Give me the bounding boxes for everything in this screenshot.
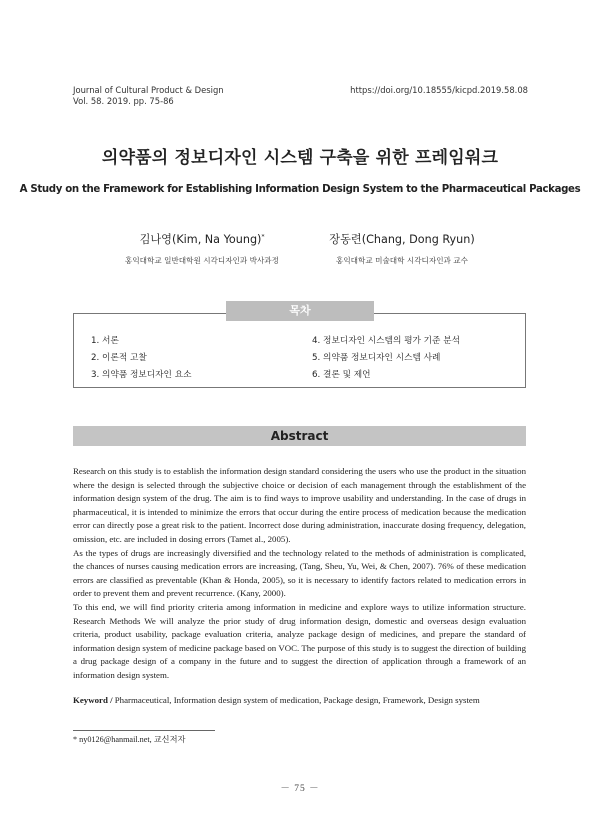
abstract-paragraph: To this end, we will find priority criteria among information in medicine and explore ways to utilize information structure. Research Methods We will analyze the prior study of drug information design, domestic and overseas design evaluation criteria, product usability, package evaluation criteria, analyze package design of medicines, and prepare the standard of information design system of medicine package based on VOC. The purpose of this study is to suggest the direction of building a drug package design of a company in the future and to suggest the direction of application through a framework of an information design system.	[73, 601, 526, 680]
author-1	[92, 231, 312, 266]
author-1-name: 김나영(Kim, Na Young)*	[139, 233, 265, 246]
korean-title: 의약품의 정보디자인 시스템 구축을 위한 프레임워크	[101, 148, 499, 168]
journal-name: Journal of Cultural Product & Design	[73, 85, 224, 95]
footnote-divider	[73, 730, 215, 731]
toc-item: 6. 결론 및 제언	[312, 370, 371, 380]
page-number: － 75 －	[280, 784, 320, 794]
journal-volume: Vol. 58. 2019. pp. 75-86	[73, 96, 174, 106]
toc-item: 2. 이론적 고찰	[91, 353, 147, 363]
toc-item: 3. 의약품 정보디자인 요소	[91, 370, 192, 380]
author-2-name: 장동련(Chang, Dong Ryun)	[329, 233, 475, 246]
journal-info	[73, 85, 224, 107]
toc-item: 5. 의약품 정보디자인 시스템 사례	[312, 353, 441, 363]
toc-right-column	[312, 333, 460, 384]
keyword-label: Keyword /	[73, 695, 113, 705]
abstract-paragraph: Research on this study is to establish the information design standard considering the users who use the product in the situation where the design is selected through the subjective choice or decision of each management through the establishment of the information design system of the drug. The aim is to find ways to improve usability and understanding. In the case of drugs in pharmaceutical, it is intended to minimize the errors that occur during the entire process of medication because the medication error can directly pose a great risk to the patient. Incorrect dose during administration, inaccurate dosing frequency, delegation, omission, etc. are included in dosing errors (Tamet al., 2005).	[73, 466, 526, 544]
keyword-line	[73, 695, 533, 705]
keyword-text: Pharmaceutical, Information design system of medication, Package design, Framework, Design system	[114, 695, 480, 705]
footnote: * ny0126@hanmail.net, 교신저자	[73, 735, 186, 744]
author-2-affiliation: 홍익대학교 미술대학 시각디자인과 교수	[336, 256, 468, 265]
toc-header: 목차	[226, 301, 374, 321]
abstract-body	[73, 465, 526, 683]
abstract-heading: Abstract	[73, 426, 526, 446]
doi-link[interactable]: https://doi.org/10.18555/kicpd.2019.58.08	[350, 85, 528, 95]
author-1-affiliation: 홍익대학교 일반대학원 시각디자인과 박사과정	[125, 256, 279, 265]
toc-item: 1. 서론	[91, 336, 119, 346]
corresponding-mark: *	[261, 233, 265, 241]
english-title: A Study on the Framework for Establishing Information Design System to the Pharmaceutical Packages	[19, 184, 581, 195]
toc-left-column	[91, 333, 192, 384]
author-2	[292, 231, 512, 266]
abstract-paragraph: As the types of drugs are increasingly diversified and the technology related to the methods of administration is complicated, the chances of nurses causing medication errors are increasing, (Tang, Sheu, Yu, Wei, & Chen, 2007). 76% of these medication errors are classified as preventable (Khan & Honda, 2005), so it is necessary to identify factors related to medication errors in order to prevent them and prevent recurrence. (Kany, 2000).	[73, 547, 526, 599]
toc-item: 4. 정보디자인 시스템의 평가 기준 분석	[312, 336, 460, 346]
